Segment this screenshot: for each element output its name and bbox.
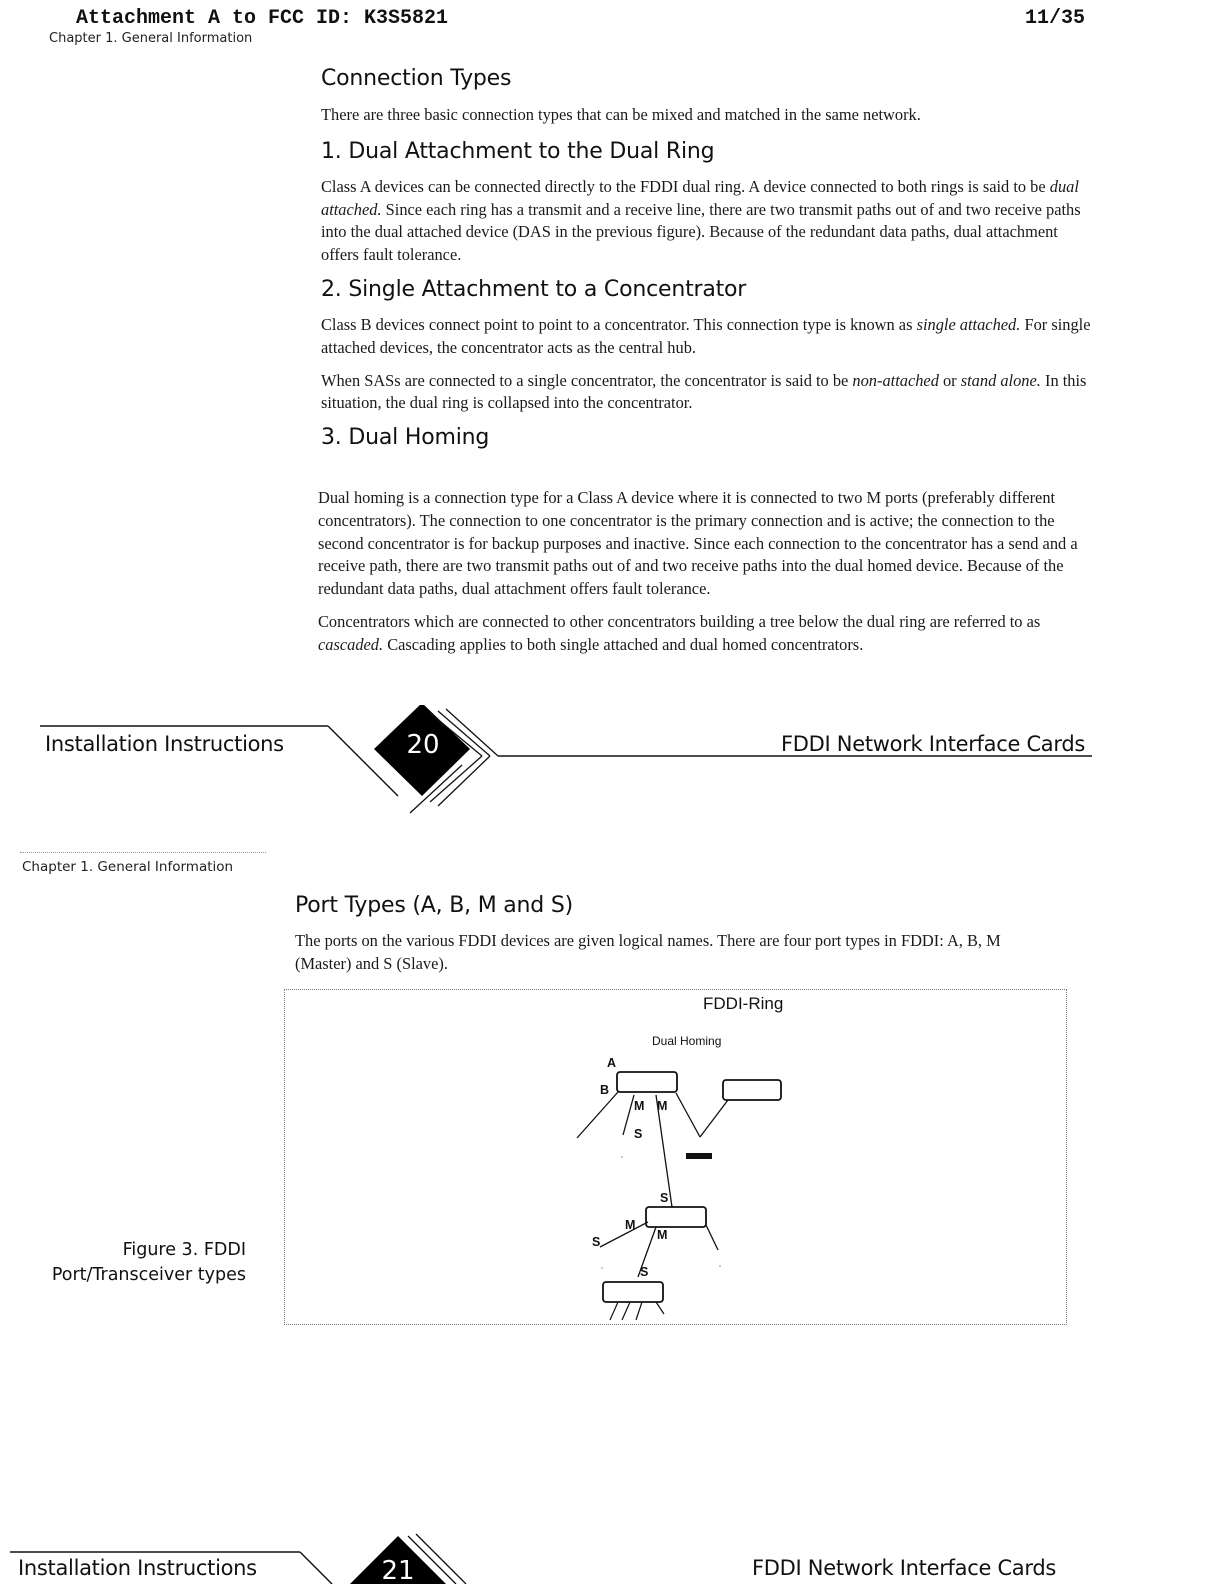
section2-heading: 2. Single Attachment to a Concentrator [321, 276, 747, 302]
fddi-ring-label: FDDI-Ring [703, 994, 784, 1013]
port-label-m3: M [625, 1218, 636, 1232]
section3-emphasis: cascaded. [318, 634, 384, 654]
right-concentrator-box [723, 1080, 781, 1100]
section3-p2-text-a: Concentrators which are connected to other concentrators building a tree below the dual ring are referred to as [318, 611, 1041, 631]
section2-p2-emphasis1: non-attached [852, 370, 939, 390]
section3-p2-text-b: Cascading applies to both single attached and dual homed concentrators. [383, 634, 864, 654]
page1-footer-page-number: 20 [406, 730, 440, 760]
page2-footer-right: FDDI Network Interface Cards [752, 1556, 1057, 1580]
chapter-label: Chapter 1. General Information [49, 31, 253, 46]
page1-body [321, 66, 1091, 450]
page1-footer-left: Installation Instructions [45, 732, 284, 756]
port-label-s3: S [592, 1235, 601, 1249]
port-label-s4: S [640, 1265, 649, 1279]
figure-caption [20, 1238, 246, 1288]
dual-homed-device-box [617, 1072, 677, 1092]
connection-types-title: Connection Types [321, 66, 512, 91]
section2-paragraph2 [321, 370, 1091, 416]
page2-chapter-label: Chapter 1. General Information [22, 859, 234, 875]
port-label-m4: M [657, 1228, 668, 1242]
section1-heading: 1. Dual Attachment to the Dual Ring [321, 138, 715, 164]
page-number: 11/35 [1025, 7, 1086, 30]
figure-caption-line1: Figure 3. FDDI [122, 1240, 246, 1260]
section1-paragraph [321, 176, 1091, 267]
section2-emphasis: single attached. [916, 314, 1021, 334]
port-types-diagram [560, 1050, 800, 1325]
section1-text-a: Class A devices can be connected directly to the FDDI dual ring. A device connected to both rings is said to be [321, 176, 1050, 196]
section2-text-a: Class B devices connect point to point to a concentrator. This connection type is known as [321, 314, 917, 334]
section1-text-b: Since each ring has a transmit and a receive line, there are two transmit paths out of and two receive paths into the dual attached device (DAS in the previous figure). Because of the redundant data paths, dual attachment offers fault tolerance. [321, 199, 1081, 265]
bottom-device-box [603, 1282, 663, 1302]
section3-paragraph1: Dual homing is a connection type for a Class A device where it is connected to two M ports (preferably different concentrators). The connection to one concentrator is the primary connection and is active; the connection to the second concentrator is for backup purposes and inactive. Since each connection to the concentrator has a send and a receive path, there are two transmit paths out of and two receive paths into the dual homed device. Because of the redundant data paths, dual attachment offers fault tolerance. [318, 488, 1078, 599]
port-label-m1: M [634, 1099, 645, 1113]
port-label-a: A [607, 1056, 617, 1070]
section3-paragraph2 [318, 611, 1078, 657]
section2-p2-text-a: When SASs are connected to a single concentrator, the concentrator is said to be [321, 370, 853, 390]
connector-block [686, 1153, 712, 1159]
page2-footer-clip [0, 1548, 1224, 1584]
page2-body [295, 893, 1075, 976]
figure-caption-line2: Port/Transceiver types [51, 1265, 246, 1285]
port-label-s1: S [634, 1127, 643, 1141]
dual-homing-label: Dual Homing [652, 1034, 722, 1048]
section2-paragraph1 [321, 314, 1091, 360]
section3-body [318, 487, 1078, 657]
connection-types-intro: There are three basic connection types that can be mixed and matched in the same network. [321, 105, 921, 124]
page1-footer-graphic [0, 705, 1224, 820]
section1-emphasis: dual attached. [321, 176, 1079, 219]
page2-separator [20, 852, 266, 853]
page1-footer-right: FDDI Network Interface Cards [781, 732, 1086, 756]
section2-p2-text-mid: or [938, 370, 961, 390]
section2-p2-emphasis2: stand alone. [960, 370, 1041, 390]
section2-p2-text-b: In this situation, the dual ring is collapsed into the concentrator. [321, 370, 1087, 413]
section2-text-b: For single attached devices, the concentrator acts as the central hub. [321, 314, 1091, 357]
middle-concentrator-box [646, 1207, 706, 1227]
port-label-m2: M [657, 1099, 668, 1113]
port-label-b: B [600, 1083, 610, 1097]
port-label-s2: S [660, 1191, 669, 1205]
section3-heading: 3. Dual Homing [321, 425, 490, 451]
port-types-title: Port Types (A, B, M and S) [295, 893, 573, 918]
page2-footer-page-number: 21 [381, 1556, 415, 1584]
page2-footer-left: Installation Instructions [18, 1556, 257, 1580]
attachment-header: Attachment A to FCC ID: K3S5821 [76, 7, 449, 30]
port-types-intro: The ports on the various FDDI devices are given logical names. There are four port types in FDDI: A, B, M (Master) and S (Slave). [295, 931, 1001, 973]
